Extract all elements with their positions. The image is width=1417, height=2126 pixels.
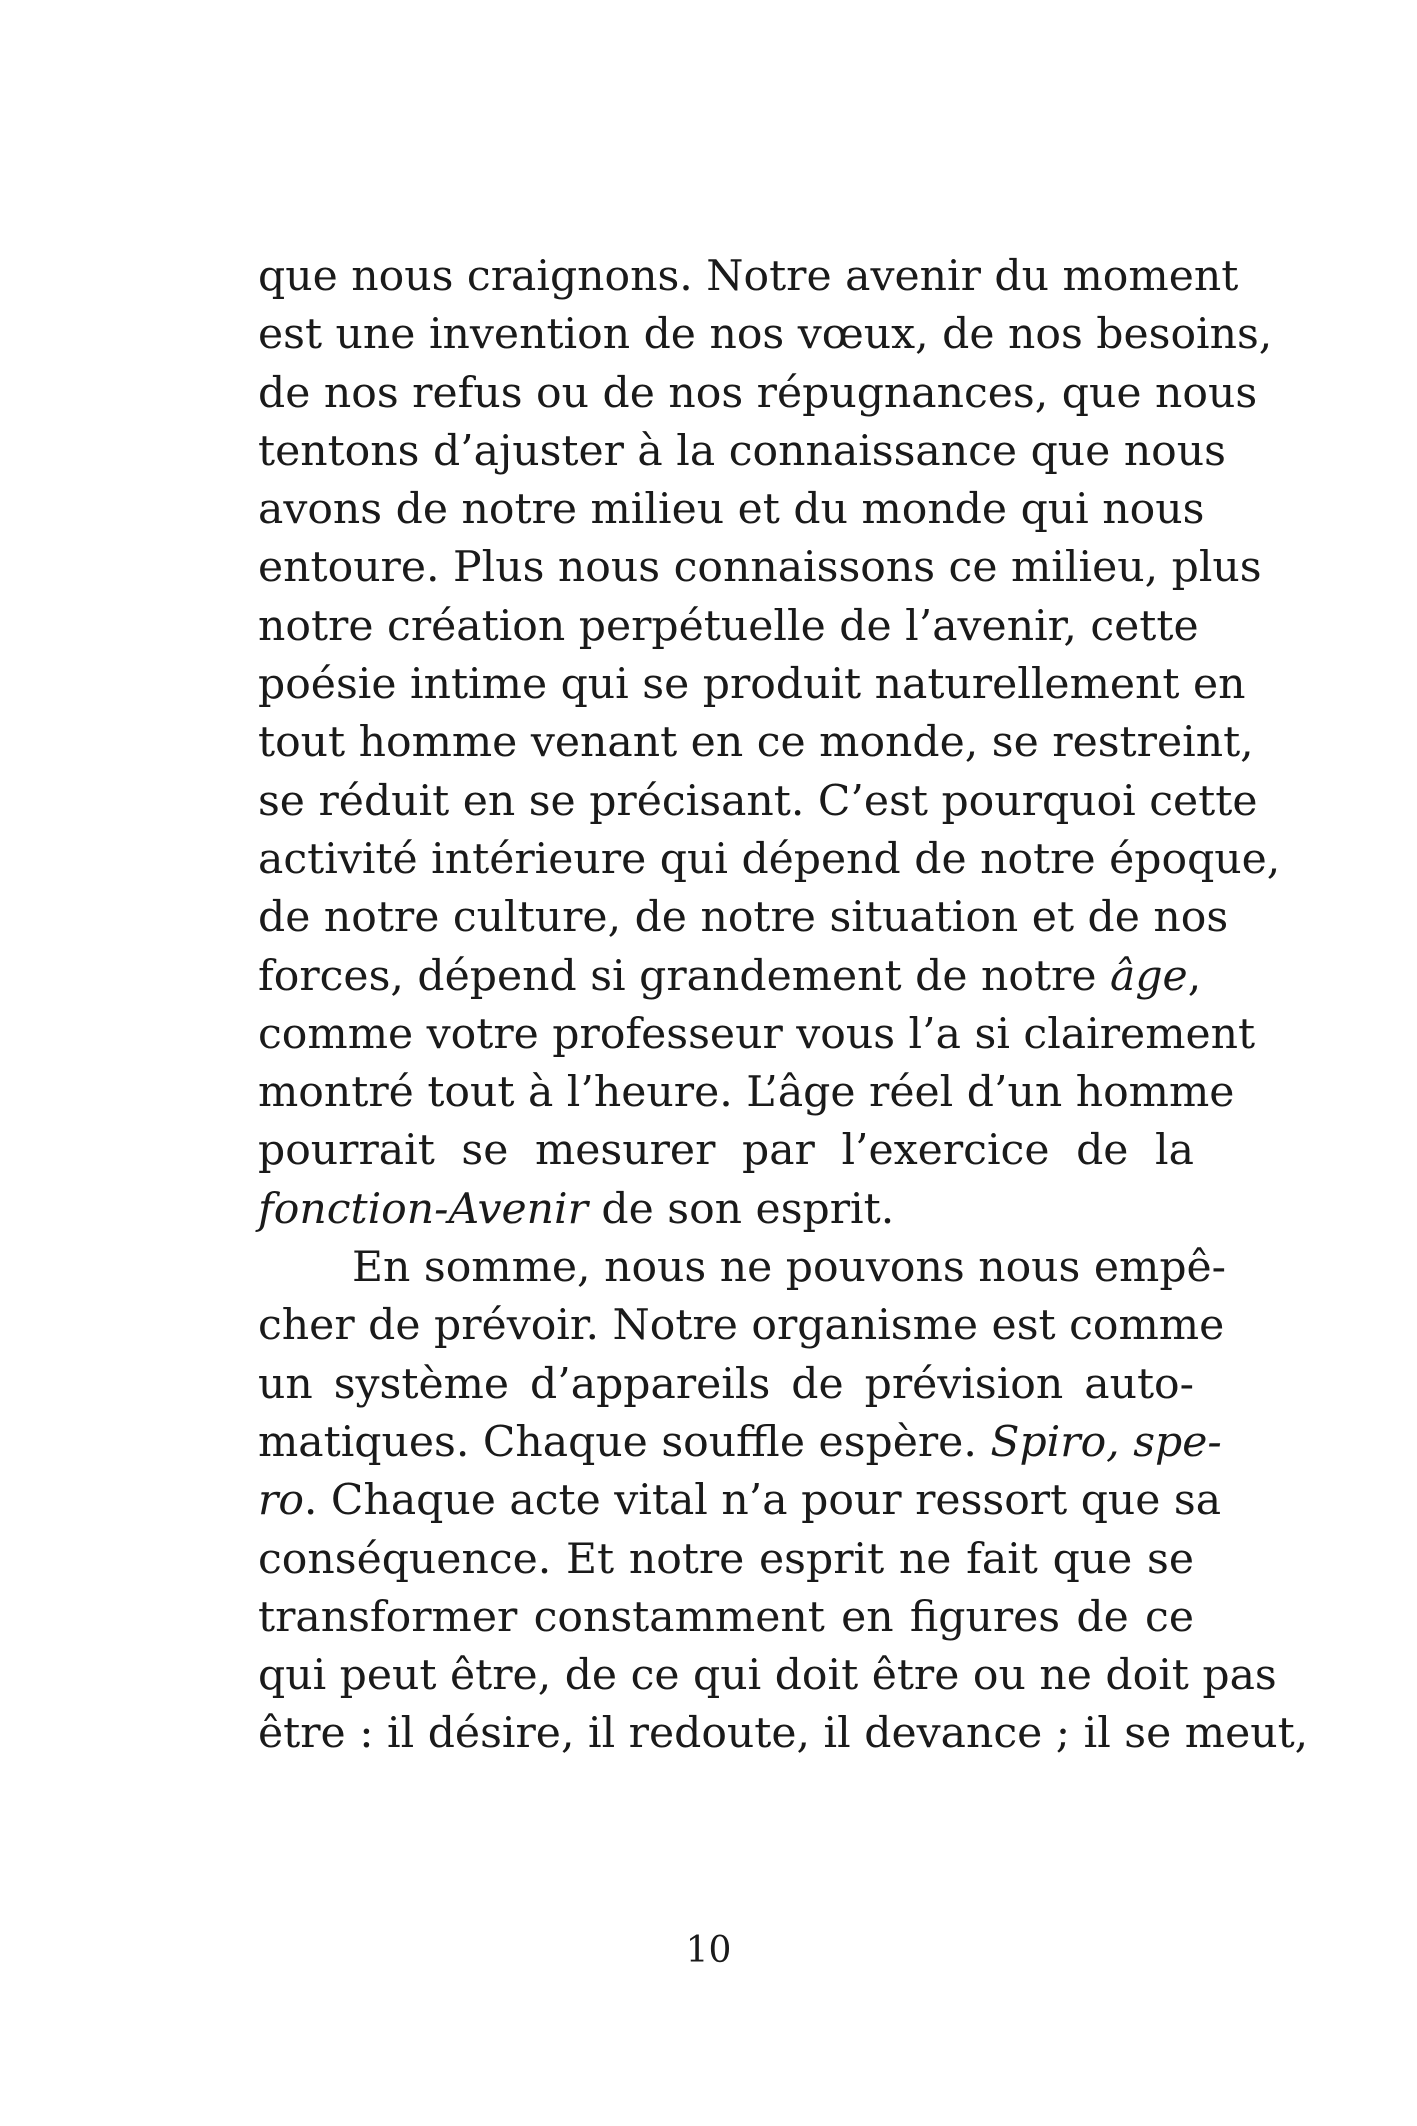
text-line: [258, 1181, 1194, 1239]
page-number: 10: [685, 1930, 732, 1971]
italic-emphasis: Spiro, spe-: [990, 1417, 1222, 1467]
text-line: poésie intime qui se produit naturellement en: [258, 660, 1246, 710]
text-line: comme votre professeur vous l’a si clairement: [258, 1009, 1256, 1059]
text-line: est une invention de nos vœux, de nos besoins,: [258, 310, 1273, 360]
text-line: transformer constamment en figures de ce: [258, 1592, 1194, 1642]
text-line: [258, 1472, 1222, 1530]
paragraph-2: [258, 1239, 1309, 1764]
text-line: se réduit en se précisant. C’est pourquoi cette: [258, 776, 1258, 826]
text-line: En somme, nous ne pouvons nous empê-: [352, 1243, 1227, 1293]
text-line: montré tout à l’heure. L’âge réel d’un homme: [258, 1068, 1235, 1118]
text-run: . Chaque acte vital n’a pour ressort que sa: [303, 1476, 1222, 1526]
text-line: activité intérieure qui dépend de notre époque,: [258, 834, 1281, 884]
body-text: [258, 248, 1309, 1764]
text-line: [258, 1414, 1222, 1472]
text-line: avons de notre milieu et du monde qui nous: [258, 485, 1205, 535]
text-line: cher de prévoir. Notre organisme est comme: [258, 1301, 1225, 1351]
text-line: tentons d’ajuster à la connaissance que nous: [258, 426, 1226, 476]
text-line: notre création perpétuelle de l’avenir, cette: [258, 601, 1199, 651]
text-run: matiques. Chaque souffle espère.: [258, 1417, 991, 1467]
text-run: de son esprit.: [587, 1184, 895, 1234]
text-line: qui peut être, de ce qui doit être ou ne doit pas: [258, 1651, 1277, 1701]
italic-emphasis: âge: [1110, 951, 1188, 1001]
text-line: [258, 948, 1202, 1006]
paragraph-1: [258, 248, 1281, 1239]
text-line: tout homme venant en ce monde, se restreint,: [258, 718, 1254, 768]
text-line: que nous craignons. Notre avenir du moment: [258, 252, 1239, 301]
text-line: être : il désire, il redoute, il devance ; il se meut,: [258, 1709, 1309, 1759]
text-line: pourrait se mesurer par l’exercice de la: [258, 1126, 1194, 1176]
text-run: ,: [1187, 951, 1202, 1001]
text-line: de notre culture, de notre situation et de nos: [258, 893, 1229, 943]
text-line: entoure. Plus nous connaissons ce milieu, plus: [258, 543, 1262, 593]
text-run: forces, dépend si grandement de notre: [258, 951, 1111, 1001]
italic-emphasis: ro: [258, 1476, 304, 1526]
italic-emphasis: fonction-Avenir: [258, 1184, 588, 1234]
text-line: conséquence. Et notre esprit ne fait que se: [258, 1534, 1194, 1584]
text-line: de nos refus ou de nos répugnances, que nous: [258, 368, 1258, 418]
text-line: un système d’appareils de prévision auto-: [258, 1359, 1194, 1409]
